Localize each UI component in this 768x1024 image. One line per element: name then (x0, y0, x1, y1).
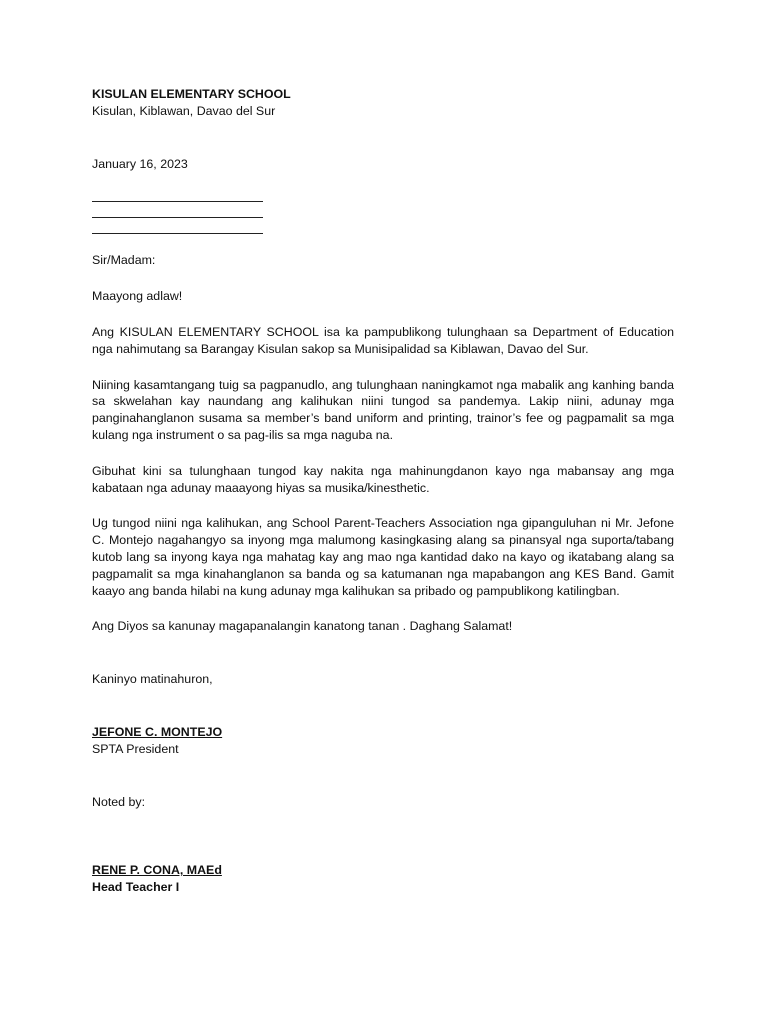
closing: Kaninyo matinahuron, (92, 672, 213, 687)
school-name: KISULAN ELEMENTARY SCHOOL (92, 87, 291, 101)
recipient-line-1 (92, 186, 263, 202)
noted-by-label: Noted by: (92, 794, 146, 809)
recipient-line-3 (92, 218, 263, 234)
salutation: Sir/Madam: (92, 253, 156, 268)
signatory-1-name: JEFONE C. MONTEJO (92, 724, 223, 739)
body-paragraph-5: Ang Diyos sa kanunay magapanalangin kanatong tanan . Daghang Salamat! (92, 619, 513, 634)
body-paragraph-1: Ang KISULAN ELEMENTARY SCHOOL isa ka pampublikong tulunghaan sa Department of Education nga nahimutang sa Barangay Kisulan sakop sa Munisipalidad sa Kiblawan, Davao del Sur. (92, 324, 674, 356)
signatory-2-name: RENE P. CONA, MAEd (92, 863, 222, 878)
body-paragraph-2: Niining kasamtangang tuig sa pagpanudlo, ang tulunghaan naningkamot nga mabalik ang kanhing banda sa skwelahan kay naundang ang kalihukan niini tungod sa pandemya. Lakip niini, adunay mga panginahanglanon susama sa member’s band uniform and printing, trainor’s fee og pagpamalit sa mga kulang nga instrument o sa pag-ilis sa mga naguba na. (92, 377, 674, 442)
letter-page (92, 86, 674, 896)
recipient-line-2 (92, 202, 263, 218)
letter-date: January 16, 2023 (92, 156, 188, 171)
signatory-1-title: SPTA President (92, 741, 179, 756)
body-paragraph-4: Ug tungod niini nga kalihukan, ang School Parent-Teachers Association nga gipanguluhan ni Mr. Jefone C. Montejo nagahangyo sa inyong mga malumong kasingkasing alang sa pinansyal nga suporta/tabang kutob lang sa inyong kaya nga mahatag kay ang mao nga kantidad dako na kayo og ikatabang alang sa pagpamalit sa mga kinahanglanon sa banda og sa katumanan nga mapabangon ang KES Band. Gamit kaayo ang banda hilabi na kung adunay mga kalihukan sa pribado og pampublikong katilingban. (92, 516, 674, 598)
body-paragraph-3: Gibuhat kini sa tulunghaan tungod kay nakita nga mahinungdanon kayo nga mabansay ang mga kabataan nga adunay maaayong hiyas sa musika/kinesthetic. (92, 463, 674, 495)
school-address: Kisulan, Kiblawan, Davao del Sur (92, 103, 276, 118)
greeting: Maayong adlaw! (92, 289, 183, 304)
signatory-2-title: Head Teacher I (92, 880, 180, 895)
